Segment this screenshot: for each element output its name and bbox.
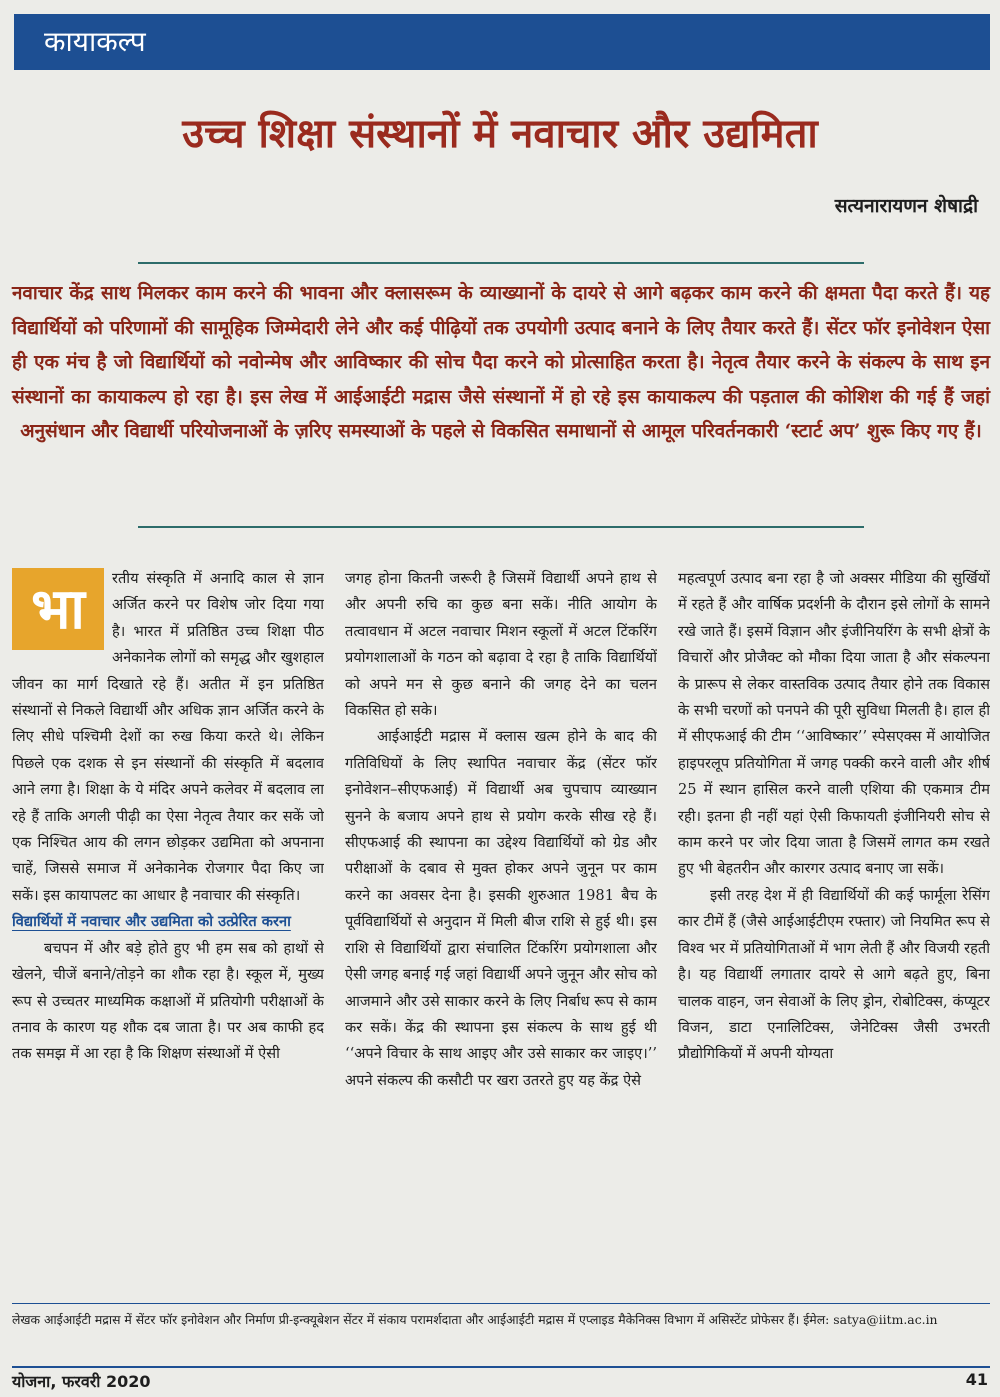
body-paragraph: बचपन में और बड़े होते हुए भी हम सब को हाथों से खेलने, चीजें बनाने/तोड़ने का शौक रहा है। स्कूल में, मुख्य रूप से उच्चतर माध्यमिक कक्षाओं में प्रतियोगी परीक्षाओं के तनाव के कारण यह शौक दब जाता है। पर अब काफी हद तक समझ में आ रहा है कि शिक्षण संस्थाओं में ऐसी (12, 939, 324, 1063)
author-footnote: लेखक आईआईटी मद्रास में सेंटर फॉर इनोवेशन और निर्माण प्री-इन्क्यूबेशन सेंटर में संकाय परामर्शदाता और आईआईटी मद्रास में एप्लाइड मैकेनिक्स विभाग में असिस्टेंट प्रोफेसर हैं। ईमेल: satya@iitm.ac.in (12, 1312, 938, 1327)
article-body (12, 566, 990, 1292)
drop-cap: भा (12, 568, 104, 650)
body-paragraph: आईआईटी मद्रास में क्लास खत्म होने के बाद की गतिविधियों के लिए स्थापित नवाचार केंद्र (सेंटर फॉर इनोवेशन–सीएफआई) में विद्यार्थी अब चुपचाप व्याख्यान सुनने के बजाय अपने हाथ से प्रयोग करके सीख रहे हैं। सीएफआई की स्थापना का उद्देश्य विद्यार्थियों को ग्रेड और परीक्षाओं के दबाव से मुक्त होकर अपने जुनून पर काम करने का अवसर देना है। इसकी शुरुआत 1981 बैच के पूर्वविद्यार्थियों से अनुदान में मिली बीज राशि से हुई थी। इस राशि से विद्यार्थियों द्वारा संचालित टिंकरिंग प्रयोगशाला और ऐसी जगह बनाई गई जहां विद्यार्थी अपने जुनून और सोच को आजमाने और उसे साकार करने के लिए निर्बाध रूप से काम कर सकें। केंद्र की स्थापना इस संकल्प के साथ हुई थी ‘‘अपने विचार के साथ आइए और उसे साकार कर जाइए।’’ अपने संकल्प की कसौटी पर खरा उतरते हुए यह केंद्र ऐसे (345, 728, 657, 1089)
intro-top-divider (138, 262, 864, 264)
footer-divider (12, 1366, 990, 1368)
article-title: उच्च शिक्षा संस्थानों में नवाचार और उद्यमिता (182, 110, 818, 157)
intro-summary: नवाचार केंद्र साथ मिलकर काम करने की भावना और क्लासरूम के व्याख्यानों के दायरे से आगे बढ़कर काम करने की क्षमता पैदा करते हैं। यह विद्यार्थियों को परिणामों की सामूहिक जिम्मेदारी लेने और कई पीढ़ियों तक उपयोगी उत्पाद बनाने के लिए तैयार करते हैं। सेंटर फॉर इनोवेशन ऐसा ही एक मंच है जो विद्यार्थियों को नवोन्मेष और आविष्कार की सोच पैदा करने को प्रोत्साहित करता है। नेतृत्व तैयार करने के संकल्प के साथ इन संस्थानों का कायाकल्प हो रहा है। इस लेख में आईआईटी मद्रास जैसे संस्थानों में हो रहे इस कायाकल्प की पड़ताल की कोशिश की गई हैं जहां अनुसंधान और विद्यार्थी परियोजनाओं के ज़रिए समस्याओं के पहले से विकसित समाधानों से आमूल परिवर्तनकारी ‘स्टार्ट अप’ शुरू किए गए हैं। (12, 282, 990, 442)
body-column-3 (678, 566, 990, 1292)
magazine-issue: योजना, फरवरी 2020 (12, 1372, 151, 1391)
section-header-bar (14, 14, 990, 70)
section-label: कायाकल्प (44, 25, 146, 58)
footnote-divider (12, 1303, 990, 1304)
intro-bottom-divider (138, 526, 864, 528)
body-paragraph: महत्वपूर्ण उत्पाद बना रहा है जो अक्सर मीडिया की सुर्खियों में रहते हैं और वार्षिक प्रदर्शनी के दौरान इसे लोगों के सामने रखे जाते हैं। इसमें विज्ञान और इंजीनियरिंग के सभी क्षेत्रों के विचारों और प्रोजैक्ट को मौका दिया जाता है और संकल्पना के प्रारूप से लेकर वास्तविक उत्पाद तैयार होने तक विकास के सभी चरणों को पनपने की पूरी सुविधा मिलती है। हाल ही में सीएफआई की टीम ‘‘आविष्कार’’ स्पेसएक्स में आयोजित हाइपरलूप प्रतियोगिता में जगह पक्की करने वाली और शीर्ष 25 में स्थान हासिल करने वाली एशिया की एकमात्र टीम रही। इतना ही नहीं यहां ऐसी किफायती इंजीनियरी सोच से काम करने पर जोर दिया जाता है जिसमें लागत कम रखते हुए भी बेहतरीन और कारगर उत्पाद बनाए जा सकें। (678, 570, 990, 878)
body-column-2 (345, 566, 657, 1292)
body-paragraph: रतीय संस्कृति में अनादि काल से ज्ञान अर्जित करने पर विशेष जोर दिया गया है। भारत में प्रतिष्ठित उच्च शिक्षा पीठ अनेकानेक लोगों को समृद्ध और खुशहाल जीवन का मार्ग दिखाते रहे हैं। अतीत में इन प्रतिष्ठित संस्थानों से निकले विद्यार्थी और अधिक ज्ञान अर्जित करने के लिए सीधे पश्चिमी देशों का रुख किया करते थे। लेकिन पिछले एक दशक से इन संस्थानों की संस्कृति में बदलाव आने लगा है। शिक्षा के ये मंदिर अपने कलेवर में बदलाव ला रहे हैं ताकि अगली पीढ़ी का ऐसा नेतृत्व तैयार कर सकें जो एक निश्चित आय की लगन छोड़कर उद्यमिता को अपनाना चाहें, जिससे समाज में अनेकानेक रोजगार पैदा किए जा सकें। इस कायापलट का आधार है नवाचार की संस्कृति। (12, 570, 324, 904)
page-number: 41 (965, 1370, 988, 1389)
body-column-1 (12, 566, 324, 1292)
subheading: विद्यार्थियों में नवाचार और उद्यमिता को उत्प्रेरित करना (12, 913, 291, 931)
author-name: सत्यनारायणन शेषाद्री (834, 195, 978, 217)
body-paragraph: जगह होना कितनी जरूरी है जिसमें विद्यार्थी अपने हाथ से और अपनी रुचि का कुछ बना सकें। नीति आयोग के तत्वावधान में अटल नवाचार मिशन स्कूलों में अटल टिंकरिंग प्रयोगशालाओं के गठन को बढ़ावा दे रहा है ताकि विद्यार्थियों को अपने मन से कुछ बनाने की जगह देने का चलन विकसित हो सके। (345, 570, 657, 720)
body-paragraph: इसी तरह देश में ही विद्यार्थियों की कई फार्मूला रेसिंग कार टीमें हैं (जैसे आईआईटीएम रफ्तार) जो नियमित रूप से विश्व भर में प्रतियोगिताओं में भाग लेती हैं और विजयी रहती है। यह विद्यार्थी लगातार दायरे से आगे बढ़ते हुए, बिना चालक वाहन, जन सेवाओं के लिए ड्रोन, रोबोटिक्स, कंप्यूटर विजन, डाटा एनालिटिक्स, जेनेटिक्स जैसी उभरती प्रौद्योगिकियों में अपनी योग्यता (678, 886, 990, 1063)
